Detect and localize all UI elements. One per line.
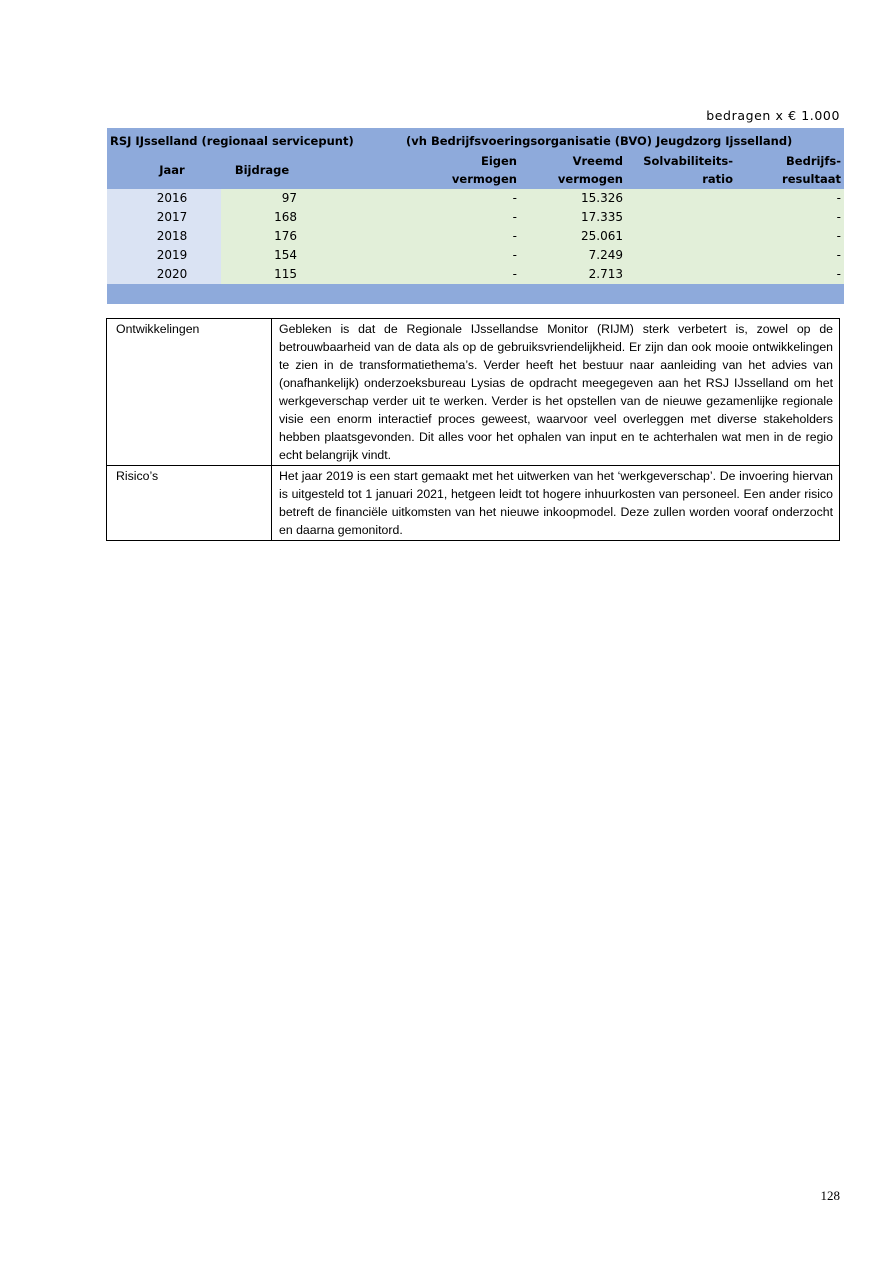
table-footer-bar [107, 284, 844, 304]
table-title-right: (vh Bedrijfsvoeringsorganisatie (BVO) Jeugdzorg Ijsselland) [406, 133, 793, 148]
cell-eigen-vermogen: - [512, 248, 517, 262]
header-solvabiliteit-1: Solvabiliteits- [643, 154, 733, 168]
table-row [107, 189, 844, 208]
cell-bedrijfsresultaat: - [836, 210, 841, 224]
notes-row-ontwikkelingen [107, 319, 840, 466]
header-bijdrage: Bijdrage [234, 163, 290, 177]
notes-table [106, 318, 840, 541]
table-title-left: RSJ IJsselland (regionaal servicepunt) [110, 133, 354, 148]
notes-row-risicos [107, 466, 840, 541]
table-row [107, 246, 844, 265]
header-jaar: Jaar [159, 163, 185, 177]
unit-note: bedragen x € 1.000 [706, 108, 840, 123]
header-bedrijfs-2: resultaat [782, 172, 841, 186]
header-vreemd-2: vermogen [557, 172, 623, 186]
cell-bedrijfsresultaat: - [836, 267, 841, 281]
cell-bijdrage: 176 [274, 229, 297, 243]
cell-bedrijfsresultaat: - [836, 229, 841, 243]
header-solvabiliteit-2: ratio [702, 172, 733, 186]
table-body [107, 189, 844, 284]
cell-vreemd-vermogen: 2.713 [588, 267, 623, 281]
header-vreemd-1: Vreemd [572, 154, 623, 168]
cell-bijdrage: 168 [274, 210, 297, 224]
cell-eigen-vermogen: - [512, 210, 517, 224]
cell-vreemd-vermogen: 25.061 [581, 229, 623, 243]
table-header-row [107, 153, 844, 189]
cell-jaar: 2017 [156, 210, 188, 224]
financial-table [107, 128, 844, 304]
cell-bedrijfsresultaat: - [836, 191, 841, 205]
table-title-row [107, 128, 844, 153]
notes-label: Ontwikkelingen [107, 319, 272, 466]
notes-label: Risico’s [107, 466, 272, 541]
cell-jaar: 2020 [156, 267, 188, 281]
page-number: 128 [820, 1188, 840, 1203]
cell-eigen-vermogen: - [512, 267, 517, 281]
table-row [107, 227, 844, 246]
cell-bijdrage: 97 [281, 191, 297, 205]
table-row [107, 265, 844, 284]
cell-bedrijfsresultaat: - [836, 248, 841, 262]
cell-vreemd-vermogen: 17.335 [581, 210, 623, 224]
notes-text: Het jaar 2019 is een start gemaakt met het uitwerken van het ‘werkgeverschap’. De invoering hiervan is uitgesteld tot 1 januari 2021, hetgeen leidt tot hogere inhuurkosten van personeel. Een ander risico betreft de financiële uitkomsten van het nieuwe inkoopmodel. Deze zullen worden vooraf onderzocht en daarna gemonitord. [272, 466, 840, 541]
cell-vreemd-vermogen: 15.326 [581, 191, 623, 205]
header-eigen-1: Eigen [480, 154, 517, 168]
cell-eigen-vermogen: - [512, 191, 517, 205]
cell-jaar: 2018 [156, 229, 188, 243]
header-eigen-2: vermogen [451, 172, 517, 186]
header-bedrijfs-1: Bedrijfs- [786, 154, 841, 168]
notes-text: Gebleken is dat de Regionale IJssellandse Monitor (RIJM) sterk verbetert is, zowel op de betrouwbaarheid van de data als op de gebruiksvriendelijkheid. Er zijn dan ook mooie ontwikkelingen te zien in de transformatiethema’s. Verder heeft het bestuur naar aanleiding van het advies van (onafhankelijk) onderzoeksbureau Lysias de opdracht meegegeven aan het RSJ IJsselland om het werkgeverschap verder uit te werken. Verder is het opstellen van de nieuwe gezamenlijke regionale visie een enorm interactief proces geweest, waarvoor veel overleggen met diverse stakeholders hebben plaatsgevonden. Dit alles voor het ophalen van input en te achterhalen wat men in de regio echt belangrijk vindt. [272, 319, 840, 466]
cell-jaar: 2019 [156, 248, 188, 262]
cell-eigen-vermogen: - [512, 229, 517, 243]
cell-bijdrage: 115 [274, 267, 297, 281]
cell-bijdrage: 154 [274, 248, 297, 262]
table-row [107, 208, 844, 227]
cell-vreemd-vermogen: 7.249 [588, 248, 623, 262]
cell-jaar: 2016 [156, 191, 188, 205]
